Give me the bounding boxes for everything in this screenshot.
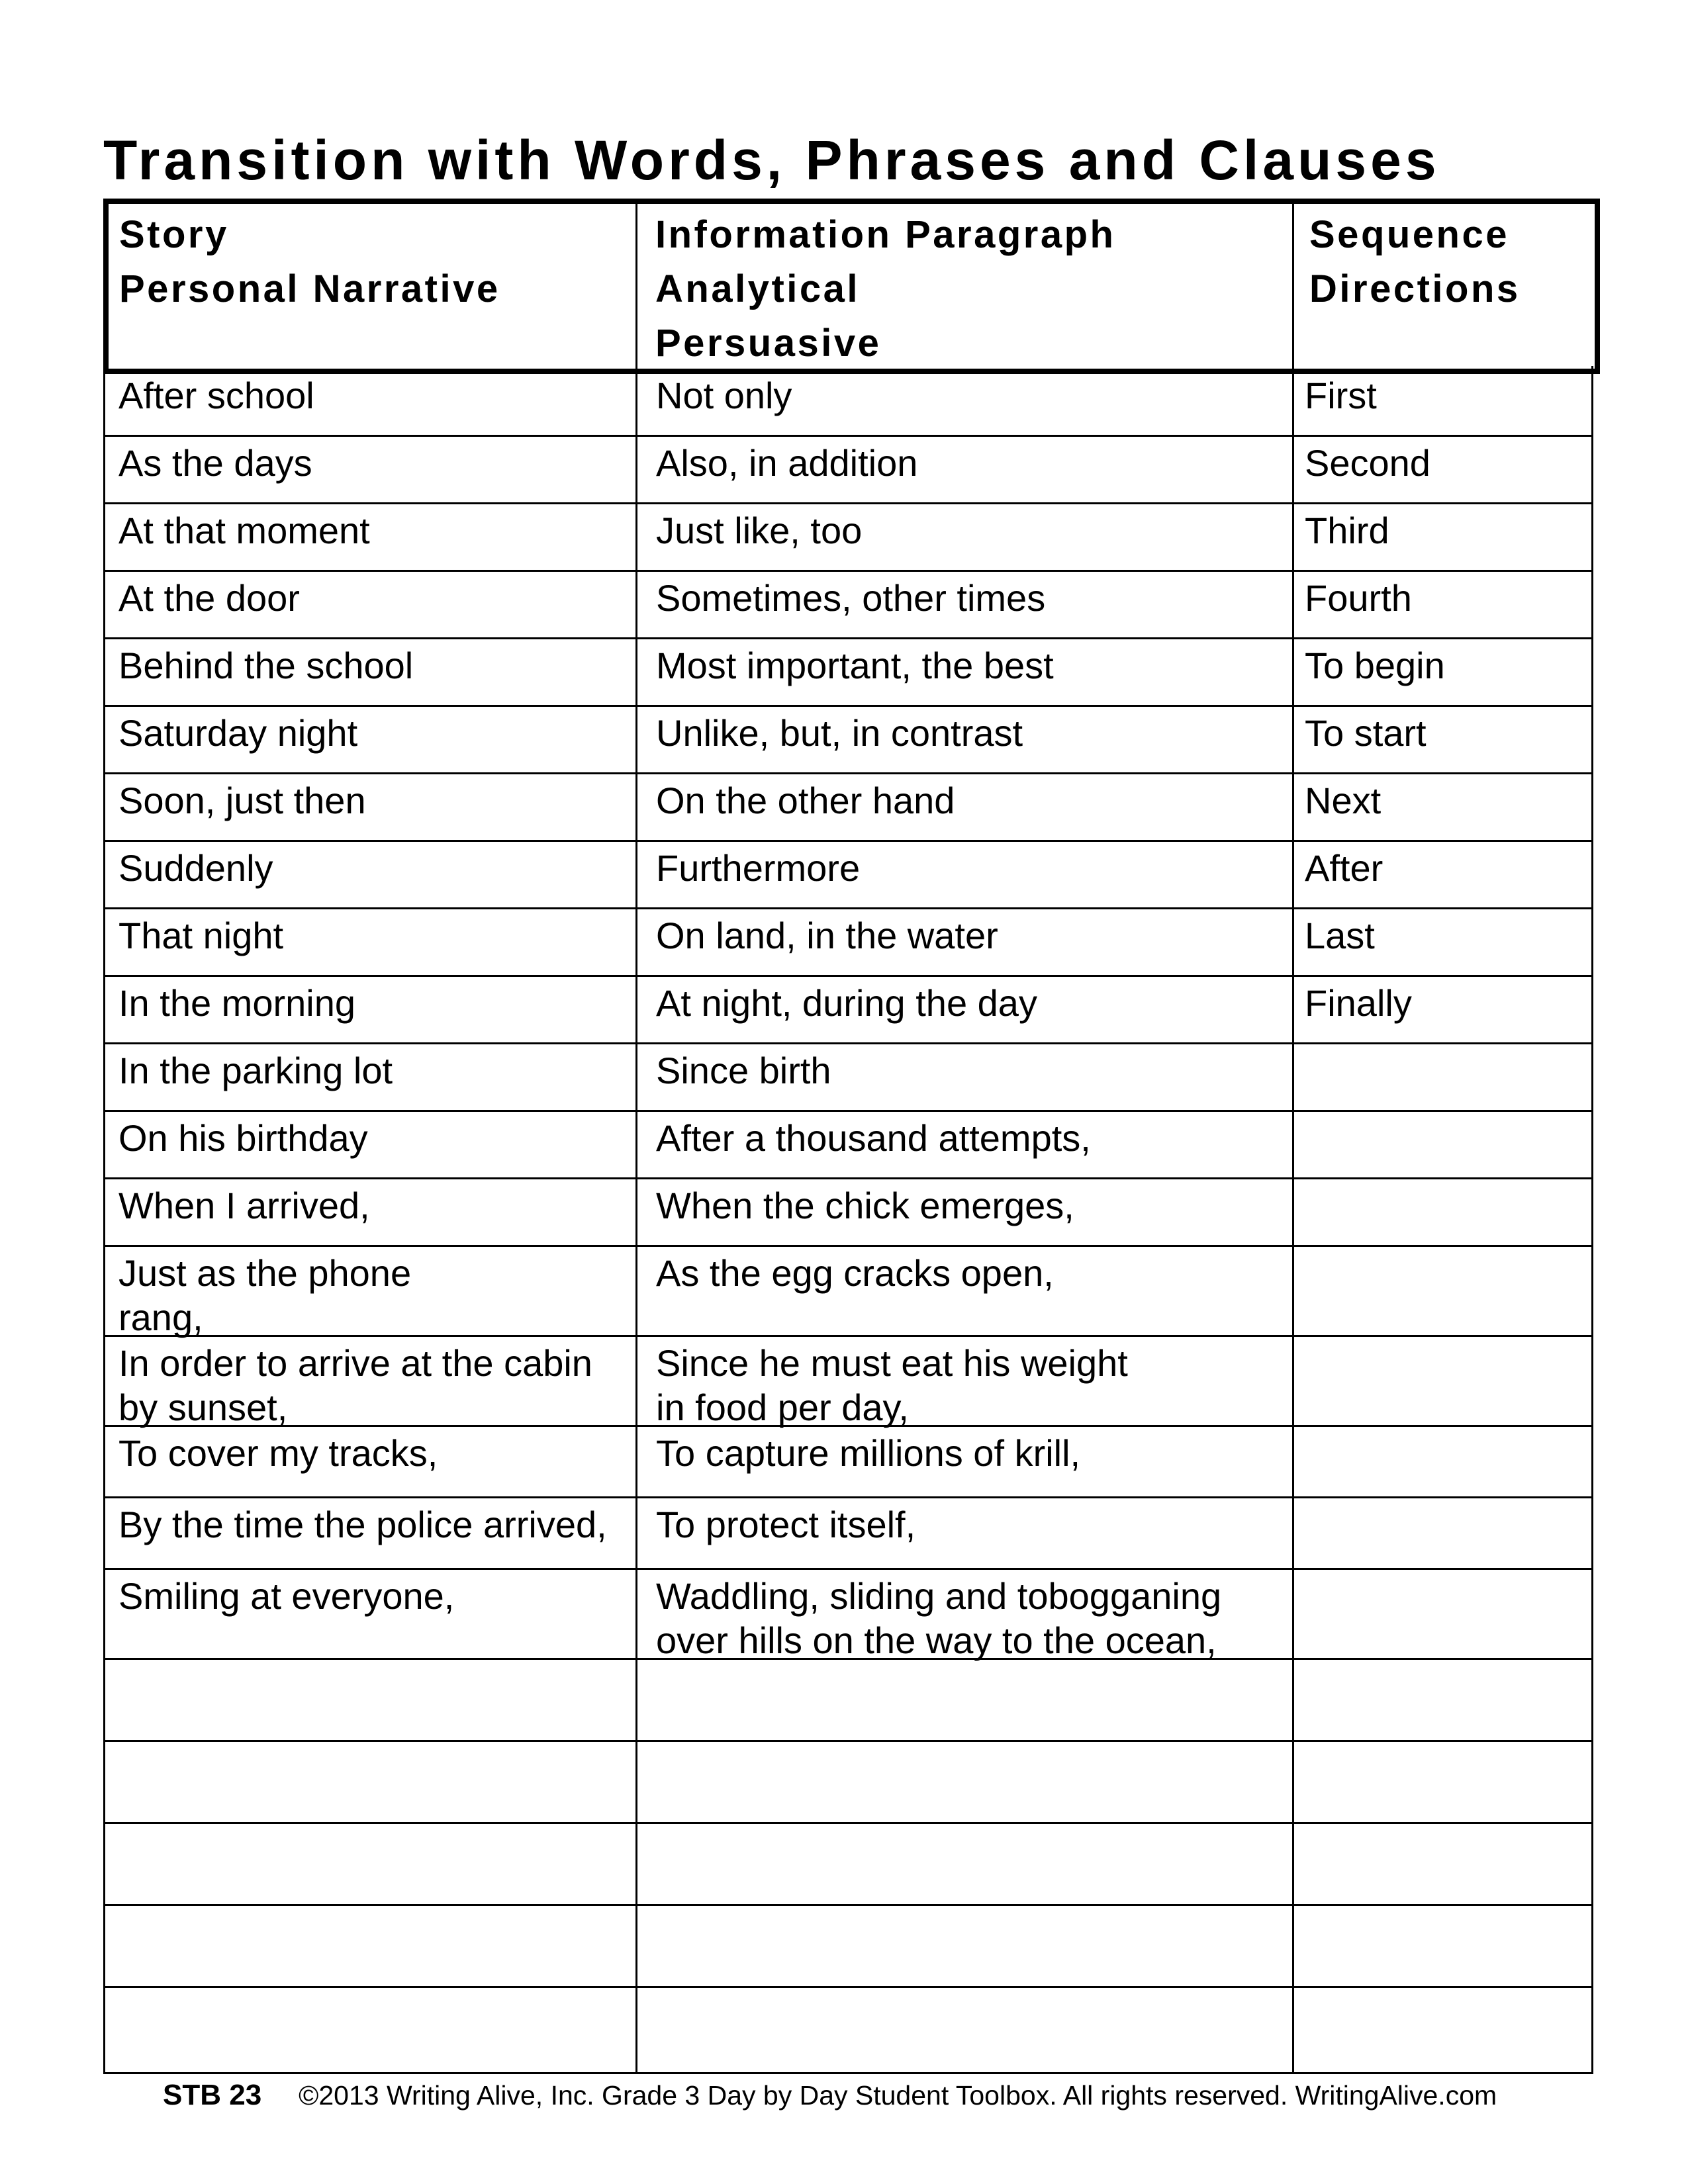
table-row [105,1742,1591,1824]
table-cell: Furthermore [656,847,861,889]
table-row [105,1988,1591,2072]
table-cell: In the morning [118,982,355,1024]
table-cell: Not only [656,375,792,416]
table-cell: At the door [118,577,300,619]
header-line: Information Paragraph [655,213,1116,256]
table-cell: As the egg cracks open, [656,1252,1054,1294]
table-cell: When the chick emerges, [656,1185,1074,1226]
table-cell: Sometimes, other times [656,577,1046,619]
table-row [105,1498,1591,1570]
table-cell: Also, in addition [656,442,918,484]
header-line: Story [119,213,229,256]
table-row [105,369,1591,437]
table-cell: Next [1305,780,1382,821]
table-cell: First [1305,375,1377,416]
table-row [105,437,1591,504]
table-cell: To capture millions of krill, [656,1432,1081,1474]
table-cell: Saturday night [118,712,358,754]
table-row [105,1247,1591,1337]
page-footer [163,2075,1497,2115]
table-cell: When I arrived, [118,1185,370,1226]
table-row [105,1660,1591,1742]
footer-code: STB 23 [163,2079,262,2111]
table-cell: On land, in the water [656,915,998,956]
table-cell: In order to arrive at the cabin by sunset, [118,1342,592,1428]
table-cell: In the parking lot [118,1050,393,1091]
table-cell: Since he must eat his weight in food per day, [656,1342,1128,1428]
table-cell: Behind the school [118,645,414,686]
table-cell: Second [1305,442,1430,484]
table-row [105,1044,1591,1112]
table-cell: Finally [1305,982,1412,1024]
table-row [105,1570,1591,1660]
header-line: Directions [1309,267,1521,310]
table-cell: Last [1305,915,1375,956]
table-cell: To start [1305,712,1427,754]
footer-copyright: ©2013 Writing Alive, Inc. Grade 3 Day by Day Student Toolbox. All rights reserved. WritingAlive.com [299,2080,1497,2111]
table-row [105,1337,1591,1427]
table-row [105,1824,1591,1906]
table-cell: To begin [1305,645,1445,686]
table-cell: By the time the police arrived, [118,1504,607,1545]
table-row [105,1427,1591,1498]
table-cell: As the days [118,442,312,484]
page-title: Transition with Words, Phrases and Clauses [103,129,1440,191]
table-row [105,977,1591,1044]
column-header-information [655,208,1115,371]
table-cell: Smiling at everyone, [118,1575,455,1617]
header-line: Analytical [655,267,860,310]
table-cell: After a thousand attempts, [656,1117,1091,1159]
table-row [105,707,1591,774]
table-cell: At that moment [118,510,370,551]
table-cell: That night [118,915,284,956]
table-cell: Soon, just then [118,780,366,821]
table-cell: Just like, too [656,510,863,551]
table-row [105,504,1591,572]
table-cell: Unlike, but, in contrast [656,712,1023,754]
table-row [105,1906,1591,1988]
column-header-sequence [1309,208,1521,316]
table-cell: Just as the phone rang, [118,1252,412,1338]
header-line: Persuasive [655,322,882,365]
table-cell: On his birthday [118,1117,368,1159]
table-cell: After [1305,847,1383,889]
table-cell: Fourth [1305,577,1412,619]
table-row [105,774,1591,842]
table-cell: Waddling, sliding and tobogganing over hills on the way to the ocean, [656,1575,1222,1661]
table-row [105,842,1591,909]
header-line: Sequence [1309,213,1509,256]
header-line: Personal Narrative [119,267,500,310]
table-cell: At night, during the day [656,982,1037,1024]
column-header-story [119,208,500,316]
table-row [105,1179,1591,1247]
table-cell: To cover my tracks, [118,1432,438,1474]
table-cell: After school [118,375,314,416]
table-row [105,572,1591,639]
table-row [105,909,1591,977]
table-cell: To protect itself, [656,1504,916,1545]
table-cell: Since birth [656,1050,831,1091]
table-cell: Suddenly [118,847,273,889]
table-cell: On the other hand [656,780,955,821]
table-cell: Third [1305,510,1389,551]
table-row [105,639,1591,707]
table-row [105,1112,1591,1179]
table-cell: Most important, the best [656,645,1054,686]
